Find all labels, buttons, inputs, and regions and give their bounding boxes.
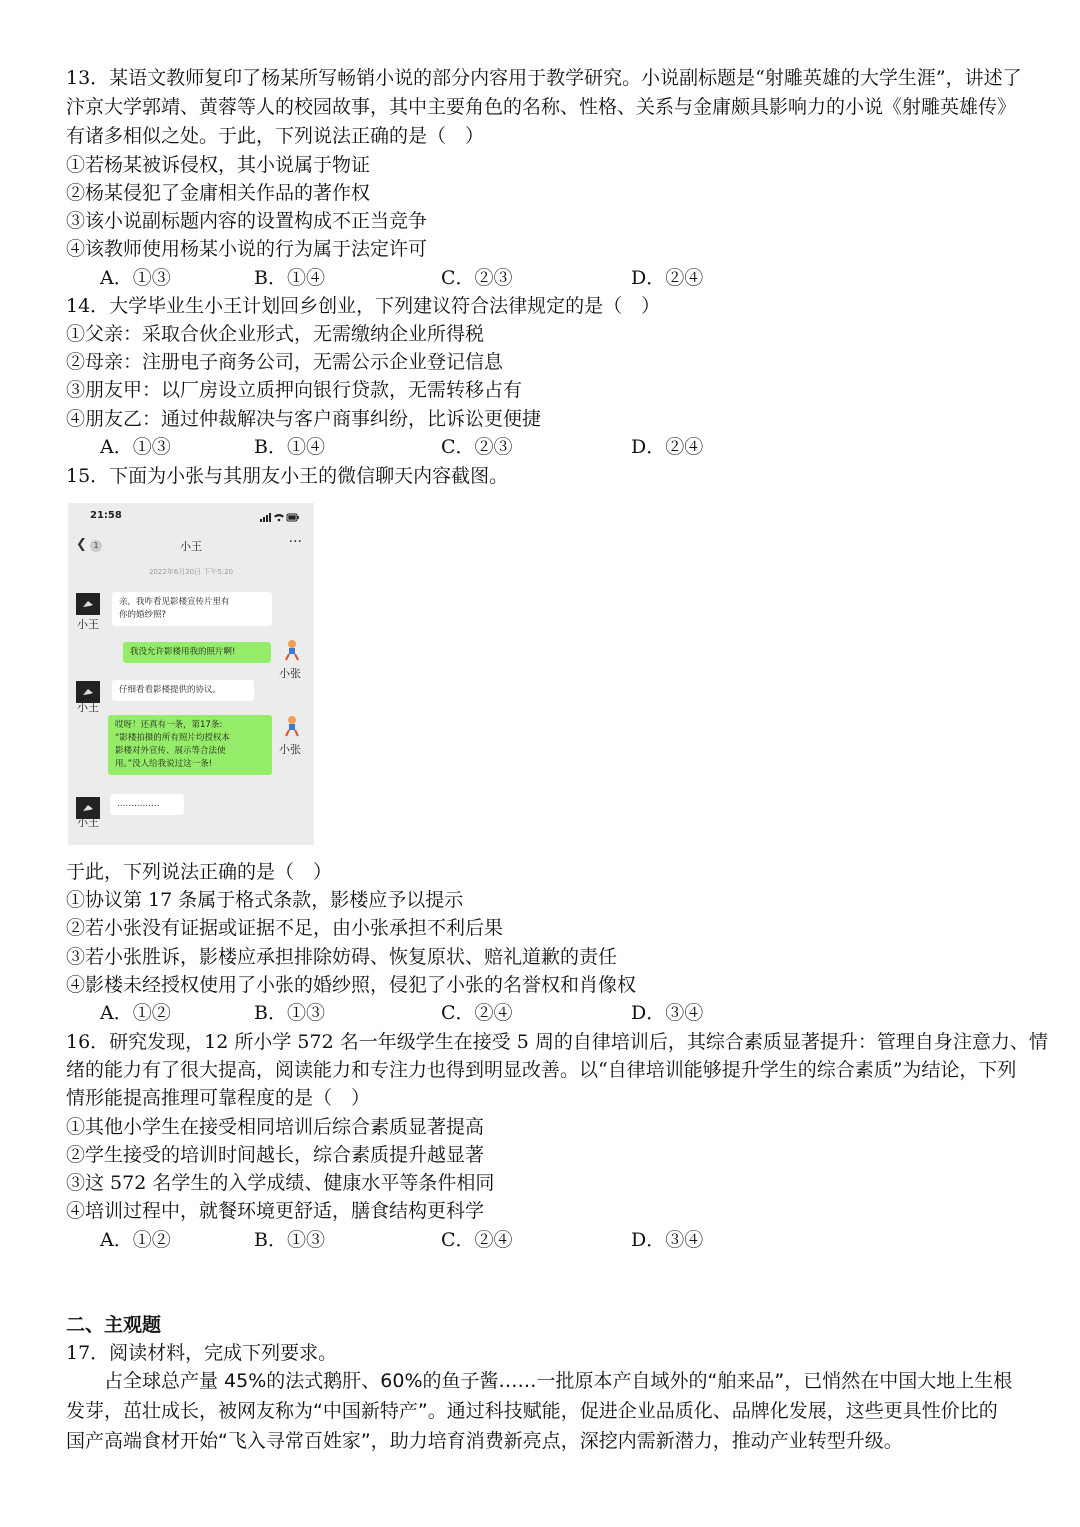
q14-option-b: B．①④ xyxy=(254,436,325,458)
message-bubble-3 xyxy=(112,680,254,701)
message-line: …………… xyxy=(117,799,160,809)
status-bar xyxy=(68,503,314,531)
q15-option-b: B．①③ xyxy=(254,1002,325,1024)
q13-option-a: A．①③ xyxy=(100,267,171,289)
q16-item-3: ③这 572 名学生的入学成绩、健康水平等条件相同 xyxy=(66,1172,495,1194)
status-time: 21:58 xyxy=(90,510,122,521)
q15-item-1: ①协议第 17 条属于格式条款，影楼应予以提示 xyxy=(66,889,464,911)
message-line: 仔细看看影楼提供的协议。 xyxy=(119,685,222,695)
q16-stem-line-3: 情形能提高推理可靠程度的是（ ） xyxy=(66,1087,371,1109)
sender-name: 小王 xyxy=(77,701,99,714)
q17-stem: 17．阅读材料，完成下列要求。 xyxy=(66,1342,338,1364)
q14-item-4: ④朋友乙：通过仲裁解决与客户商事纠纷，比诉讼更便捷 xyxy=(66,408,542,430)
avatar-xiaowang xyxy=(76,593,100,615)
signal-wifi-battery-icon xyxy=(260,511,300,523)
message-bubble-1 xyxy=(112,592,272,626)
message-line: 哎呀！还真有一条，第17条: xyxy=(115,720,223,730)
q13-stem-line-2: 汴京大学郭靖、黄蓉等人的校园故事，其中主要角色的名称、性格、关系与金庸颇具影响力的小说《射雕英雄传》 xyxy=(66,96,1017,118)
q16-option-a: A．①② xyxy=(100,1229,171,1251)
sender-name: 小王 xyxy=(77,618,99,631)
chat-header xyxy=(68,531,314,563)
q15-item-2: ②若小张没有证据或证据不足，由小张承担不利后果 xyxy=(66,917,504,939)
q14-stem: 14．大学毕业生小王计划回乡创业，下列建议符合法律规定的是（ ） xyxy=(66,295,661,317)
message-bubble-4 xyxy=(108,715,272,775)
avatar-figure-icon xyxy=(76,593,100,615)
q15-item-4: ④影楼未经授权使用了小张的婚纱照，侵犯了小张的名誉权和肖像权 xyxy=(66,974,637,996)
message-line: 我没允许影楼用我的照片啊! xyxy=(130,647,236,657)
chat-timestamp: 2022年6月20日 下午5:20 xyxy=(148,568,234,576)
q16-item-4: ④培训过程中，就餐环境更舒适，膳食结构更科学 xyxy=(66,1200,485,1222)
sender-name: 小张 xyxy=(279,743,301,756)
avatar-runner-icon xyxy=(280,639,304,661)
wechat-screenshot xyxy=(68,503,314,845)
q15-option-c: C．②④ xyxy=(441,1002,513,1024)
q13-item-2: ②杨某侵犯了金庸相关作品的著作权 xyxy=(66,182,371,204)
q16-item-2: ②学生接受的培训时间越长，综合素质提升越显著 xyxy=(66,1144,485,1166)
sender-name: 小王 xyxy=(77,816,99,829)
q14-item-2: ②母亲：注册电子商务公司，无需公示企业登记信息 xyxy=(66,351,504,373)
q16-stem-line-2: 绪的能力有了很大提高，阅读能力和专注力也得到明显改善。以“自律培训能够提升学生的综合素质”为结论，下列 xyxy=(66,1059,1017,1081)
section-heading: 二、主观题 xyxy=(66,1314,162,1336)
q14-option-d: D．②④ xyxy=(631,436,704,458)
unread-badge: 1 xyxy=(90,540,102,552)
avatar-xiaozhang xyxy=(280,715,304,737)
q16-stem-line-1: 16．研究发现，12 所小学 572 名一年级学生在接受 5 周的自律培训后，其综合素质显著提升：管理自身注意力、情 xyxy=(66,1031,1048,1053)
back-chevron-icon[interactable]: ❮ xyxy=(76,537,87,552)
q15-item-3: ③若小张胜诉，影楼应承担排除妨碍、恢复原状、赔礼道歉的责任 xyxy=(66,946,618,968)
q13-item-3: ③该小说副标题内容的设置构成不正当竞争 xyxy=(66,210,428,232)
q15-option-d: D．③④ xyxy=(631,1002,704,1024)
q15-option-a: A．①② xyxy=(100,1002,171,1024)
avatar-xiaozhang xyxy=(280,639,304,661)
message-line: 影楼对外宣传、展示等合法使 xyxy=(115,746,226,756)
q13-item-1: ①若杨某被诉侵权，其小说属于物证 xyxy=(66,154,371,176)
message-bubble-2 xyxy=(123,642,271,663)
q13-item-4: ④该教师使用杨某小说的行为属于法定许可 xyxy=(66,238,428,260)
q14-item-3: ③朋友甲：以厂房设立质押向银行贷款，无需转移占有 xyxy=(66,379,523,401)
q16-option-b: B．①③ xyxy=(254,1229,325,1251)
q15-stem-after: 于此，下列说法正确的是（ ） xyxy=(66,861,333,883)
q14-option-c: C．②③ xyxy=(441,436,513,458)
q14-item-1: ①父亲：采取合伙企业形式，无需缴纳企业所得税 xyxy=(66,323,485,345)
q13-option-c: C．②③ xyxy=(441,267,513,289)
q15-stem: 15．下面为小张与其朋友小王的微信聊天内容截图。 xyxy=(66,465,509,487)
q16-option-d: D．③④ xyxy=(631,1229,704,1251)
q14-option-a: A．①③ xyxy=(100,436,171,458)
q16-item-1: ①其他小学生在接受相同培训后综合素质显著提高 xyxy=(66,1116,485,1138)
message-line: 用。”没人给我说过这一条! xyxy=(115,759,213,769)
avatar-runner-icon xyxy=(280,715,304,737)
q16-option-c: C．②④ xyxy=(441,1229,513,1251)
message-line: 你的婚纱照? xyxy=(119,610,167,620)
q13-option-d: D．②④ xyxy=(631,267,704,289)
q17-material: 占全球总产量 45%的法式鹅肝、60%的鱼子酱……一批原本产自域外的“舶来品”，已悄然在中国大地上生根发芽，茁壮成长，被网友称为“中国新特产”。通过科技赋能，促进企业品质化、品牌化发展，这些更具性价比的国产高端食材开始“飞入寻常百姓家”，助力培育消费新亮点，深挖内需新潜力，推动产业转型升级。 xyxy=(66,1370,1013,1452)
message-line: “影楼拍摄的所有照片均授权本 xyxy=(115,733,230,743)
more-options-icon[interactable]: ··· xyxy=(288,534,302,550)
message-line: 亲，我咋看见影楼宣传片里有 xyxy=(119,597,230,607)
q13-stem-line-3: 有诸多相似之处。于此，下列说法正确的是（ ） xyxy=(66,125,485,147)
message-bubble-5 xyxy=(110,794,184,815)
chat-title: 小王 xyxy=(180,540,202,553)
q13-option-b: B．①④ xyxy=(254,267,325,289)
sender-name: 小张 xyxy=(279,667,301,680)
q13-stem-line-1: 13．某语文教师复印了杨某所写畅销小说的部分内容用于教学研究。小说副标题是“射雕英雄的大学生涯”，讲述了 xyxy=(66,67,1022,89)
